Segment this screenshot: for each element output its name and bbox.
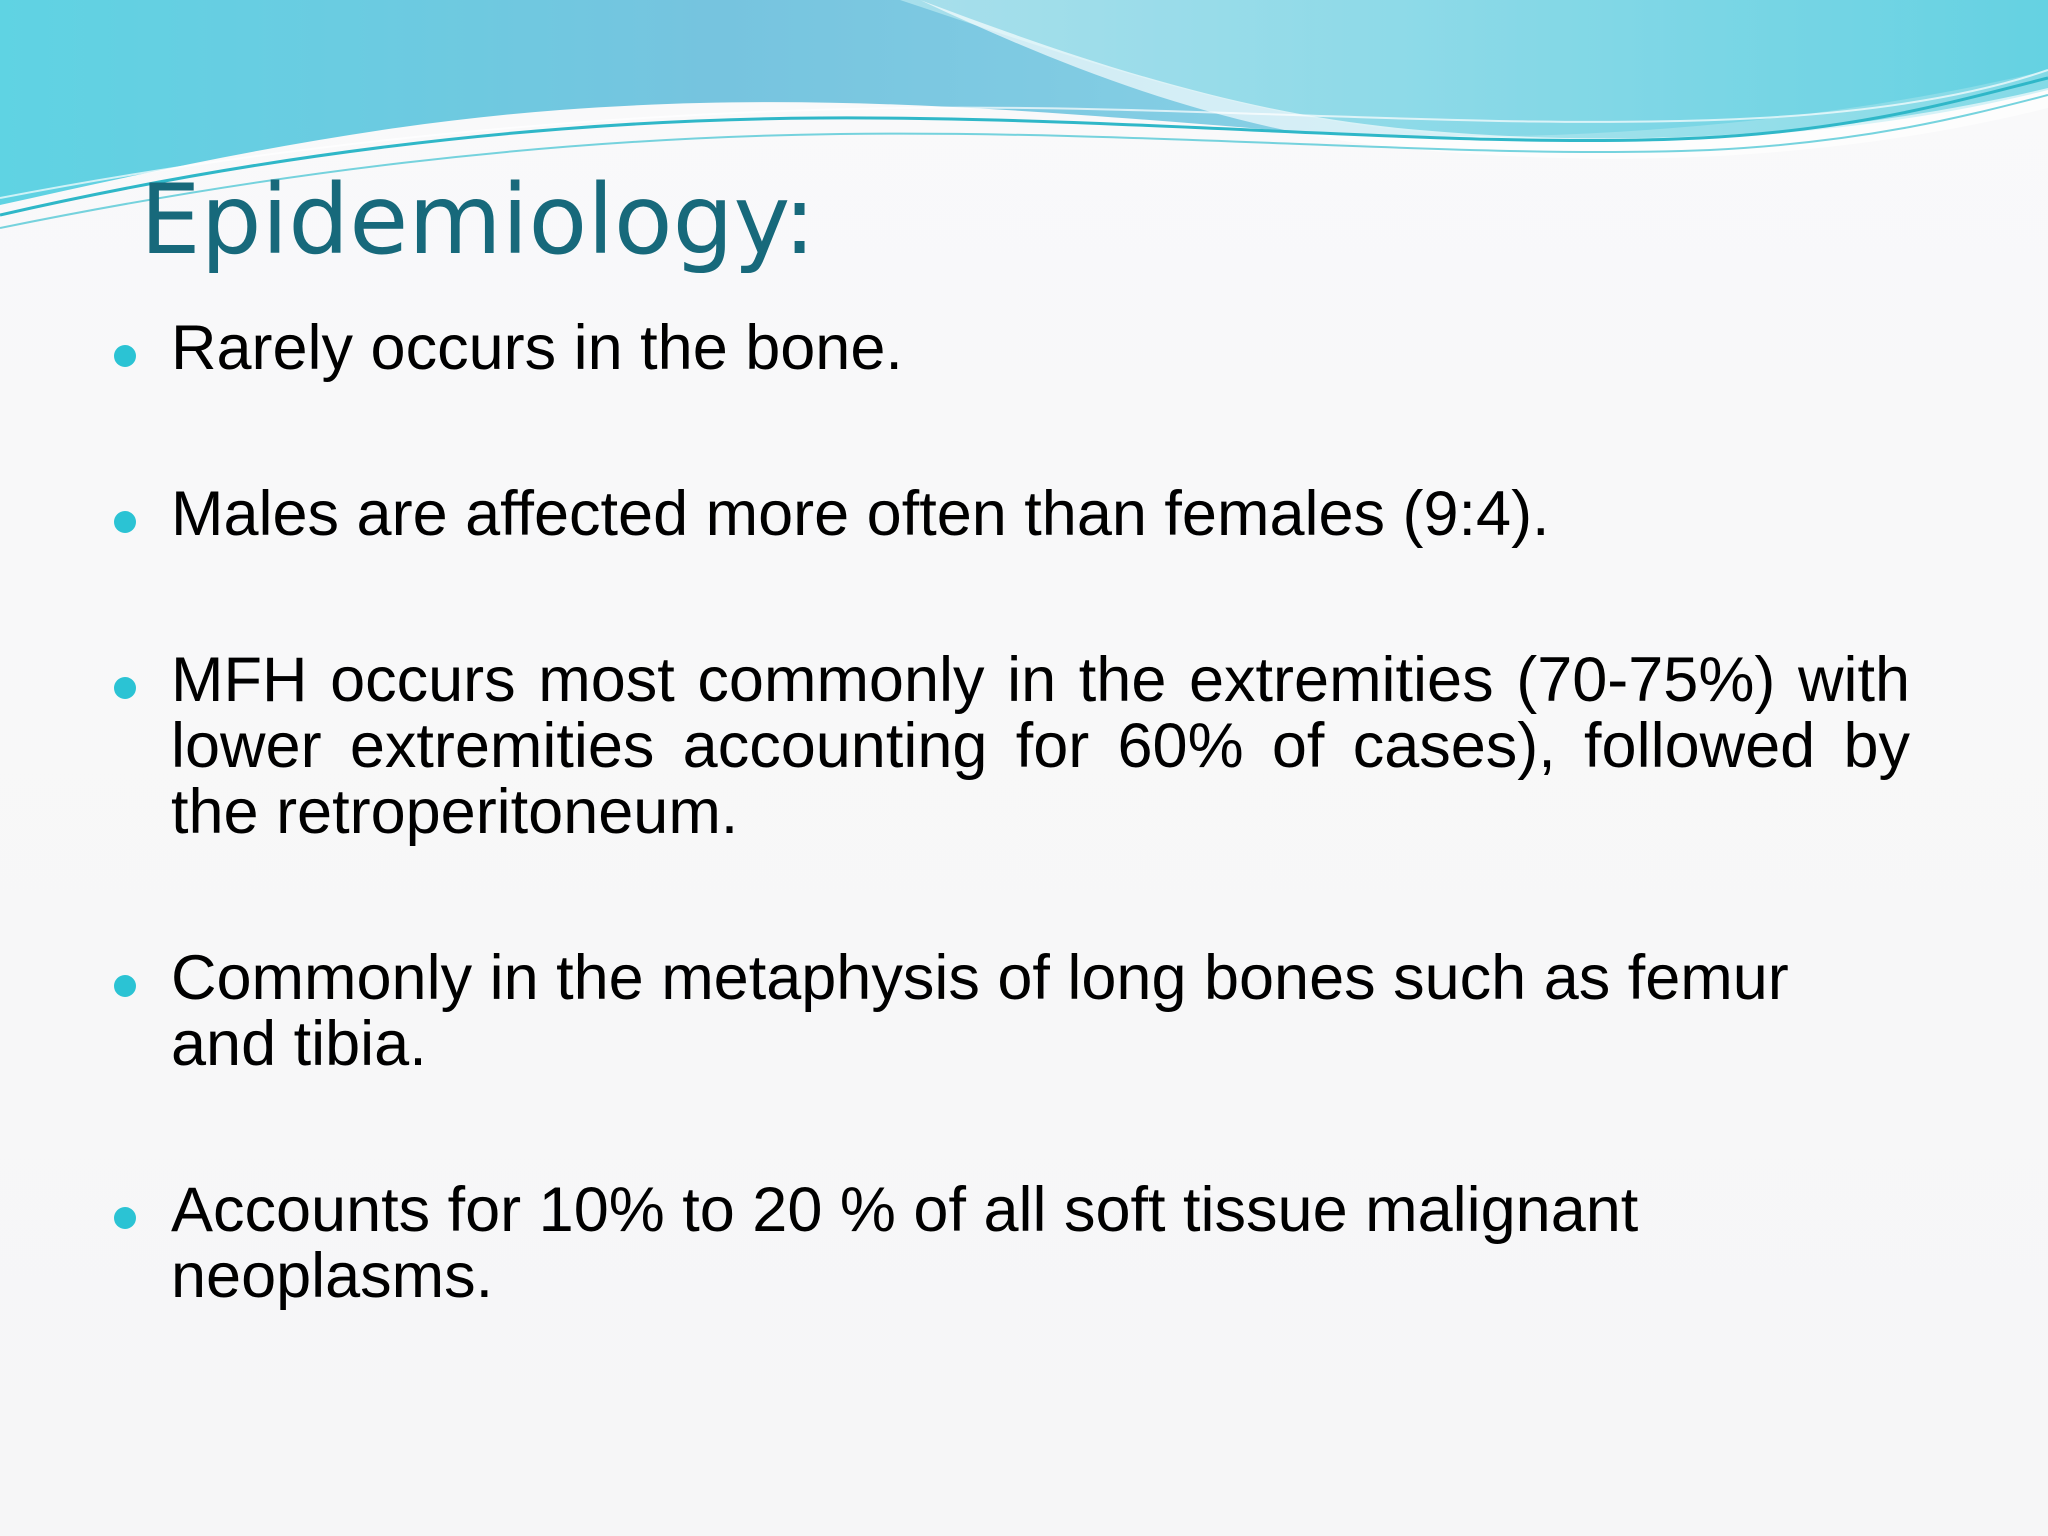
slide-title: Epidemiology: — [140, 164, 816, 276]
bullet-dot-icon — [114, 345, 136, 367]
bullet-text: Males are affected more often than females (9:4). — [171, 479, 1550, 549]
bullet-dot-icon — [114, 511, 136, 533]
bullet-item — [110, 315, 1910, 381]
bullet-item — [110, 481, 1910, 547]
bullet-item — [110, 1177, 1910, 1309]
bullet-dot-icon — [114, 975, 136, 997]
bullet-item — [110, 647, 1910, 845]
bullet-dot-icon — [114, 677, 136, 699]
bullet-text: Rarely occurs in the bone. — [171, 313, 903, 383]
bullet-dot-icon — [114, 1207, 136, 1229]
bullet-text: Accounts for 10% to 20 % of all soft tissue malignant neoplasms. — [171, 1175, 1639, 1311]
bullet-text: MFH occurs most commonly in the extremities (70-75%) with lower extremities accounting for 60% of cases), followed by the retroperitoneum. — [171, 645, 1910, 847]
bullet-text: Commonly in the metaphysis of long bones such as femur and tibia. — [171, 943, 1789, 1079]
bullet-list — [110, 315, 1910, 1409]
bullet-item — [110, 945, 1910, 1077]
